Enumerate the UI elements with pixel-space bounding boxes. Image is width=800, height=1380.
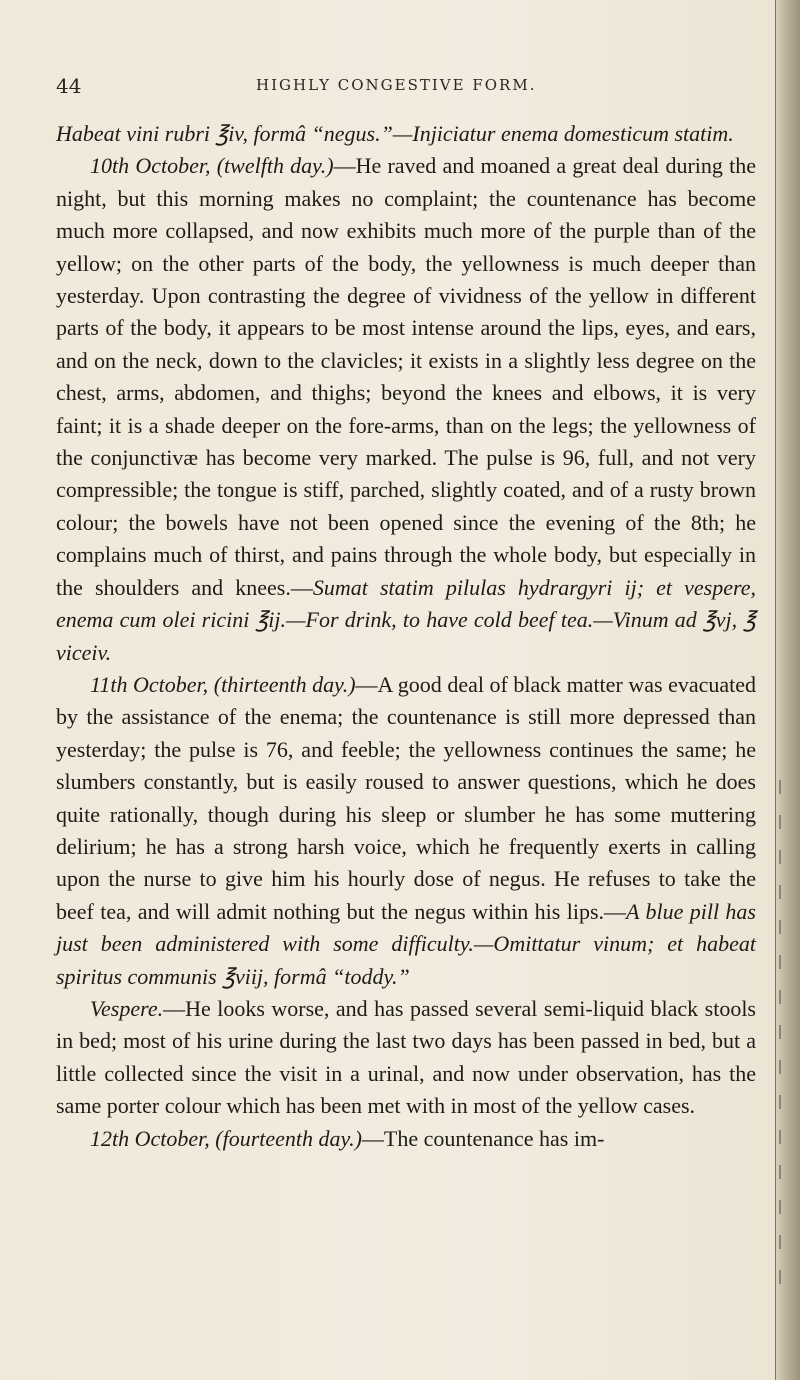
page-header — [56, 74, 756, 98]
paragraph-oct-10 — [56, 150, 756, 669]
paragraph-prescription-negus — [56, 118, 756, 150]
bleed-mark — [779, 1025, 793, 1039]
bleed-mark — [779, 1270, 793, 1284]
running-head: HIGHLY CONGESTIVE FORM. — [256, 76, 537, 94]
entry-date: 11th October, — [90, 671, 209, 697]
entry-text: —The countenance has im- — [361, 1125, 605, 1151]
bleed-mark — [779, 920, 793, 934]
entry-text: —A good deal of black matter was evacuated by the assistance of the enema; the countenance is still more depressed than yesterday; the pulse is 76, and feeble; the yellowness continues the same; he slumbers constantly, but is easily roused to answer questions, which he does quite rationally, though during his sleep or slumber he has some muttering delirium; he has a strong harsh voice, which he frequently exerts in calling upon the nurse to give him his hourly dose of negus. He refuses to take the beef tea, and will admit nothing but the negus within his lips.— — [56, 671, 757, 924]
entry-day: (twelfth day.) — [216, 153, 334, 179]
bleed-mark — [779, 850, 793, 864]
page-number: 44 — [56, 74, 82, 98]
paragraph-oct-12 — [56, 1123, 756, 1155]
bleed-mark — [779, 990, 793, 1004]
paragraph-vespere — [56, 993, 756, 1123]
entry-label: Vespere. — [90, 995, 164, 1021]
entry-date: 12th October, — [90, 1125, 210, 1151]
bleed-mark — [779, 1165, 793, 1179]
bleed-mark — [779, 1200, 793, 1214]
paragraph-oct-11 — [56, 669, 756, 993]
entry-text: —He raved and moaned a great deal during the night, but this morning makes no complaint; the countenance has become much more collapsed, and now exhibits much more of the purple than of the yellow; on the other parts of the body, the yellowness is much deeper than yesterday. Upon contrasting the degree of vividness of the yellow in different parts of the body, it appears to be most intense around the lips, eyes, and ears, and on the neck, down to the clavicles; it exists in a slightly less degree on the chest, arms, abdomen, and thighs; beyond the knees and elbows, it is very faint; it is a shade deeper on the fore-arms, than on the legs; the yellowness of the conjunctivæ has become very marked. The pulse is 96, full, and not very compressible; the tongue is stiff, parched, slightly coated, and of a rusty brown colour; the bowels have not been opened since the evening of the 8th; he complains much of thirst, and pains through the whole body, but especially in the shoulders and knees.— — [56, 153, 757, 600]
bleed-mark — [779, 955, 793, 969]
entry-day: (thirteenth day.) — [213, 671, 356, 697]
prescription-text: Sumat statim pilulas hydrargyri ij; et vespere, enema cum olei ricini ℥ij.—For drink, to have cold beef tea.—Vinum ad ℥vj, ℥ viceiv. — [56, 574, 756, 665]
entry-date: 10th October, — [90, 153, 211, 179]
bleed-mark — [779, 780, 793, 794]
bleed-mark — [779, 1095, 793, 1109]
page-binding-edge — [775, 0, 800, 1380]
bleed-mark — [779, 1235, 793, 1249]
bleed-mark — [779, 885, 793, 899]
entry-text: —He looks worse, and has passed several semi-liquid black stools in bed; most of his urine during the last two days has been passed in bed, but a little collected since the visit in a urinal, and now under observation, has the same porter colour which has been met with in most of the yellow cases. — [56, 995, 756, 1119]
entry-day: (fourteenth day.) — [215, 1125, 362, 1151]
prescription-text: Habeat vini rubri ℥iv, formâ “negus.”—Injiciatur enema domesticum statim. — [56, 121, 734, 146]
bleed-mark — [779, 1060, 793, 1074]
body-text — [56, 118, 756, 1155]
prescription-text: A blue pill has just been administered with some difficulty.—Omittatur vinum; et habeat spiritus communis ℥viij, formâ “toddy.” — [56, 898, 756, 989]
bleed-mark — [779, 815, 793, 829]
bleed-mark — [779, 1130, 793, 1144]
